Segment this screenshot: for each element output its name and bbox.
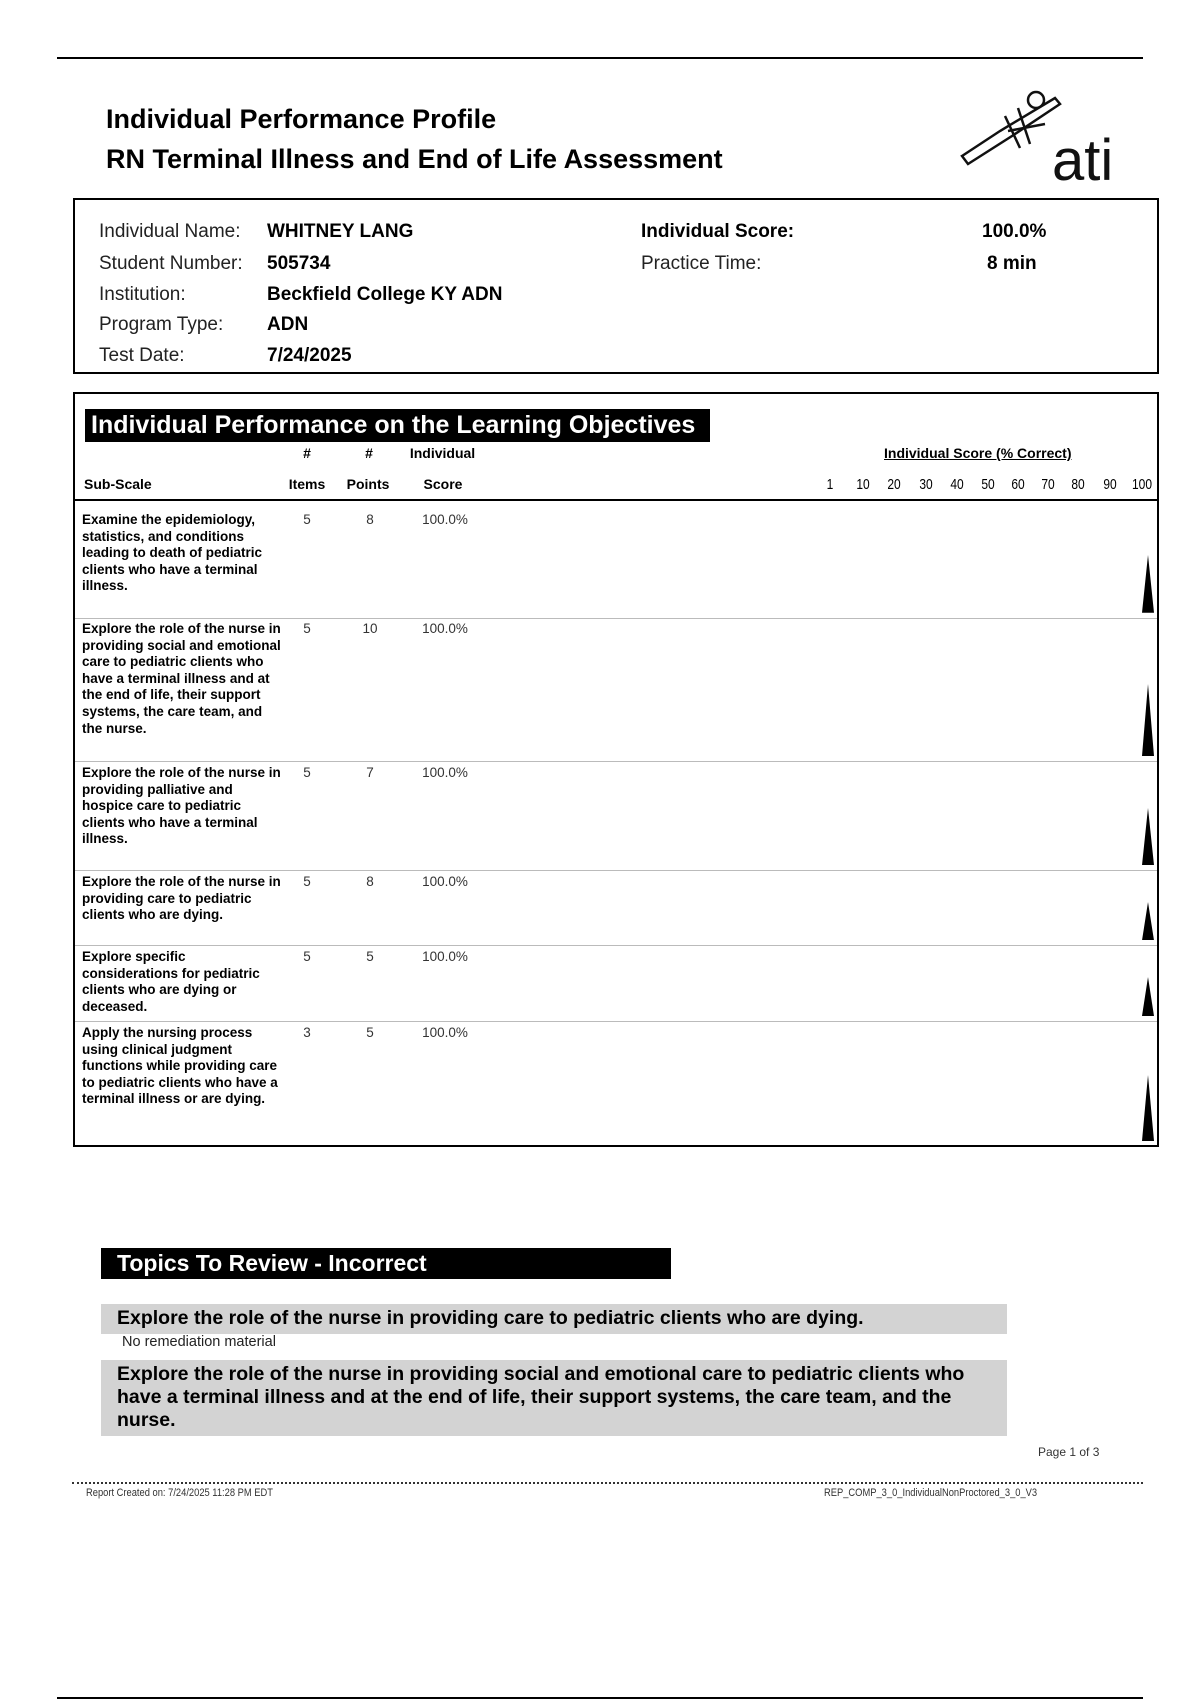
scale-tick-label: 50 xyxy=(981,476,995,493)
report-created: Report Created on: 7/24/2025 11:28 PM EDT xyxy=(86,1487,273,1499)
points-hash-header: # xyxy=(365,445,373,461)
individual-score-value: 100.0% xyxy=(982,221,1047,242)
remediation-note: No remediation material xyxy=(122,1334,276,1350)
scale-tick-label: 1 xyxy=(826,476,834,493)
items-cell: 3 xyxy=(303,1025,311,1040)
points-cell: 8 xyxy=(366,512,374,527)
objective-text: Examine the epidemiology, statistics, and conditions leading to death of pediatric clients who have a terminal illness. xyxy=(82,512,263,594)
institution-value: Beckfield College KY ADN xyxy=(267,284,503,305)
score-cell: 100.0% xyxy=(422,765,468,780)
score-marker xyxy=(1140,808,1156,865)
row-divider xyxy=(75,870,1157,871)
score-cell: 100.0% xyxy=(422,1025,468,1040)
subscale-header: Sub-Scale xyxy=(84,476,152,492)
items-cell: 5 xyxy=(303,949,311,964)
items-cell: 5 xyxy=(303,621,311,636)
score-marker-spike xyxy=(1142,555,1154,613)
score-marker-spike xyxy=(1142,1075,1154,1141)
score-marker-spike xyxy=(1142,684,1154,756)
score-marker xyxy=(1140,902,1156,941)
program-type-label: Program Type: xyxy=(99,314,224,335)
scale-tick-label: 70 xyxy=(1041,476,1055,493)
points-header: Points xyxy=(346,476,390,492)
score-cell: 100.0% xyxy=(422,512,468,527)
score-cell: 100.0% xyxy=(422,621,468,636)
points-cell: 10 xyxy=(362,621,378,636)
scale-tick-label: 20 xyxy=(887,476,901,493)
bottom-rule xyxy=(57,1697,1143,1699)
student-number-label: Student Number: xyxy=(99,253,243,274)
score-marker xyxy=(1140,555,1156,613)
footer-divider xyxy=(72,1482,1143,1484)
practice-time-value: 8 min xyxy=(987,253,1037,274)
institution-label: Institution: xyxy=(99,284,186,305)
score-marker xyxy=(1140,1075,1156,1141)
score-marker-spike xyxy=(1142,902,1154,941)
ati-logo xyxy=(960,86,1135,186)
assessment-title: RN Terminal Illness and End of Life Assessment xyxy=(106,144,723,174)
header-rule xyxy=(75,499,1157,501)
row-divider xyxy=(75,761,1157,762)
objective-text: Explore the role of the nurse in providing care to pediatric clients who are dying. xyxy=(82,874,281,923)
row-divider xyxy=(75,945,1157,946)
points-cell: 5 xyxy=(366,949,374,964)
points-cell: 7 xyxy=(366,765,374,780)
score-cell: 100.0% xyxy=(422,949,468,964)
scale-tick-label: 100 xyxy=(1131,476,1153,493)
score-marker xyxy=(1140,684,1156,756)
scale-tick-label: 80 xyxy=(1071,476,1085,493)
scale-tick-label: 30 xyxy=(919,476,933,493)
practice-time-label: Practice Time: xyxy=(641,253,762,274)
report-id: REP_COMP_3_0_IndividualNonProctored_3_0_V3 xyxy=(824,1487,1038,1499)
items-hash-header: # xyxy=(303,445,311,461)
student-number-value: 505734 xyxy=(267,253,331,274)
items-cell: 5 xyxy=(303,512,311,527)
points-cell: 8 xyxy=(366,874,374,889)
program-type-value: ADN xyxy=(267,314,309,335)
scale-tick-label: 60 xyxy=(1011,476,1025,493)
items-header: Items xyxy=(288,476,326,492)
topics-banner: Topics To Review - Incorrect xyxy=(101,1248,671,1279)
items-cell: 5 xyxy=(303,874,311,889)
name-value: WHITNEY LANG xyxy=(267,221,414,242)
test-date-label: Test Date: xyxy=(99,345,185,366)
objective-text: Explore the role of the nurse in providing palliative and hospice care to pediatric clients who have a terminal illness. xyxy=(82,765,281,847)
ati-figure-logo-icon xyxy=(960,86,1135,186)
scale-tick-label: 10 xyxy=(856,476,870,493)
score-marker-spike xyxy=(1142,977,1154,1016)
test-date-value: 7/24/2025 xyxy=(267,345,352,366)
name-label: Individual Name: xyxy=(99,221,241,242)
objectives-banner: Individual Performance on the Learning Objectives xyxy=(85,409,710,442)
logo-text: ati xyxy=(1052,128,1114,186)
points-cell: 5 xyxy=(366,1025,374,1040)
report-title: Individual Performance Profile xyxy=(106,104,497,134)
score-marker xyxy=(1140,977,1156,1016)
score-header-top: Individual xyxy=(409,445,476,461)
objective-text: Apply the nursing process using clinical judgment functions while providing care to pediatric clients who have a terminal illness or are dying. xyxy=(82,1025,278,1107)
topic-item: Explore the role of the nurse in providing care to pediatric clients who are dying. xyxy=(101,1304,1007,1334)
scale-tick-label: 90 xyxy=(1103,476,1117,493)
top-rule xyxy=(57,57,1143,59)
score-header: Score xyxy=(423,476,463,492)
score-cell: 100.0% xyxy=(422,874,468,889)
page-number: Page 1 of 3 xyxy=(1038,1445,1100,1459)
row-divider xyxy=(75,1021,1157,1022)
row-divider xyxy=(75,618,1157,619)
scale-title: Individual Score (% Correct) xyxy=(884,445,1072,461)
individual-score-label: Individual Score: xyxy=(641,221,795,242)
items-cell: 5 xyxy=(303,765,311,780)
objective-text: Explore the role of the nurse in providing social and emotional care to pediatric clients who have a terminal illness and at the end of life, their support systems, the care team, and the nurse. xyxy=(82,621,281,736)
scale-tick-label: 40 xyxy=(950,476,964,493)
score-marker-spike xyxy=(1142,808,1154,865)
topic-item: Explore the role of the nurse in providing social and emotional care to pediatric clients who have a terminal illness and at the end of life, their support systems, the care team, and the nurse. xyxy=(101,1360,1007,1436)
objective-text: Explore specific considerations for pediatric clients who are dying or deceased. xyxy=(82,949,260,1014)
